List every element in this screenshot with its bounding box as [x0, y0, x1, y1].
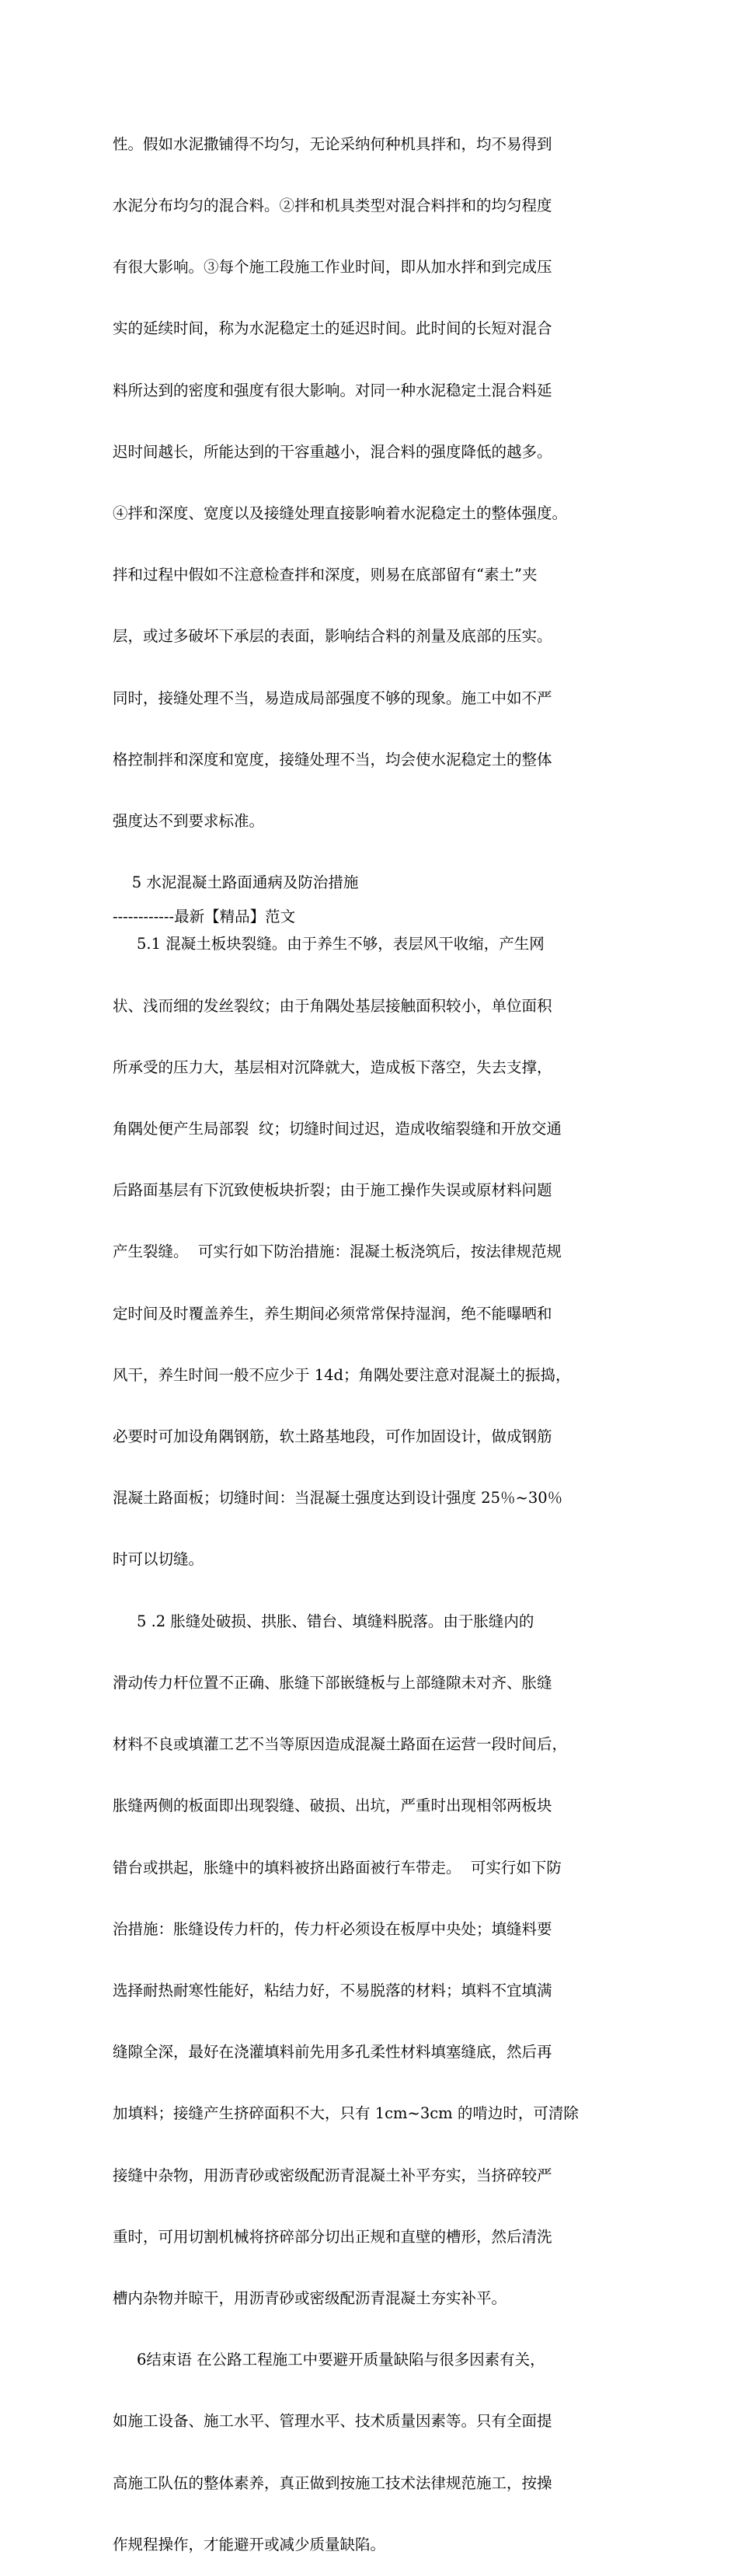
text-line: 加填料；接缝产生挤碎面积不大，只有 1cm~3cm 的啃边时，可清除 [113, 2104, 579, 2123]
text-line: 角隅处便产生局部裂 纹；切缝时间过迟，造成收缩裂缝和开放交通 [113, 1120, 562, 1138]
text-line: 错台或拱起，胀缝中的填料被挤出路面被行车带走。 可实行如下防 [113, 1858, 562, 1877]
text-line: 治措施：胀缝设传力杆的，传力杆必须设在板厚中央处；填缝料要 [113, 1919, 552, 1938]
section-heading: 5 水泥混凝土路面通病及防治措施 [113, 873, 359, 892]
text-line: 作规程操作，才能避开或减少质量缺陷。 [113, 2535, 386, 2553]
text-line: 定时间及时覆盖养生，养生期间必须常常保持湿润，绝不能曝晒和 [113, 1304, 552, 1323]
text-line: 性。假如水泥撒铺得不均匀，无论采纳何种机具拌和，均不易得到 [113, 134, 552, 153]
footer-label: ------------最新【精品】范文 [113, 908, 296, 925]
text-line: 时可以切缝。 [113, 1550, 204, 1569]
text-line: 层，或过多破坏下承层的表面，影响结合料的剂量及底部的压实。 [113, 627, 552, 646]
text-line: 所承受的压力大，基层相对沉降就大，造成板下落空，失去支撑， [113, 1058, 552, 1076]
text-line: 混凝土路面板；切缝时间：当混凝土强度达到设计强度 25％~30％ [113, 1489, 563, 1508]
text-line: ④拌和深度、宽度以及接缝处理直接影响着水泥稳定土的整体强度。 [113, 504, 568, 523]
text-line: 高施工队伍的整体素养，真正做到按施工技术法律规范施工，按操 [113, 2473, 552, 2492]
text-line: 槽内杂物并晾干，用沥青砂或密级配沥青混凝土夯实补平。 [113, 2288, 507, 2307]
text-line: 料所达到的密度和强度有很大影响。对同一种水泥稳定土混合料延 [113, 381, 552, 399]
text-line: 产生裂缝。 可实行如下防治措施：混凝土板浇筑后，按法律规范规 [113, 1243, 562, 1261]
text-line: 选择耐热耐寒性能好，粘结力好，不易脱落的材料；填料不宜填满 [113, 1981, 552, 1999]
text-line: 状、浅而细的发丝裂纹；由于角隅处基层接触面积较小，单位面积 [113, 996, 552, 1015]
text-line: 迟时间越长，所能达到的干容重越小，混合料的强度降低的越多。 [113, 442, 552, 461]
text-line: 格控制拌和深度和宽度，接缝处理不当，均会使水泥稳定土的整体 [113, 750, 552, 769]
text-line: 5 .2 胀缝处破损、拱胀、错台、填缝料脱落。由于胀缝内的 [113, 1612, 534, 1630]
text-line: 拌和过程中假如不注意检查拌和深度，则易在底部留有“素土”夹 [113, 566, 538, 584]
text-line: 胀缝两侧的板面即出现裂缝、破损、出坑，严重时出现相邻两板块 [113, 1797, 552, 1815]
text-line: 如施工设备、施工水平、管理水平、技术质量因素等。只有全面提 [113, 2412, 552, 2431]
text-line: 同时，接缝处理不当，易造成局部强度不够的现象。施工中如不严 [113, 688, 552, 707]
text-line: 实的延续时间，称为水泥稳定土的延迟时间。此时间的长短对混合 [113, 319, 552, 338]
text-line: 6结束语 在公路工程施工中要避开质量缺陷与很多因素有关， [113, 2351, 545, 2369]
text-line: 水泥分布均匀的混合料。②拌和机具类型对混合料拌和的均匀程度 [113, 197, 552, 215]
text-line: 风干，养生时间一般不应少于 14d；角隅处要注意对混凝土的振捣， [113, 1365, 571, 1384]
text-line: 重时，可用切割机械将挤碎部分切出正规和直壁的槽形，然后清洗 [113, 2227, 552, 2246]
text-line: 缝隙全深，最好在浇灌填料前先用多孔柔性材料填塞缝底，然后再 [113, 2043, 552, 2062]
text-line: 必要时可加设角隅钢筋，软土路基地段，可作加固设计，做成钢筋 [113, 1427, 552, 1446]
text-line: 有很大影响。③每个施工段施工作业时间，即从加水拌和到完成压 [113, 258, 552, 277]
text-line: 强度达不到要求标准。 [113, 812, 265, 831]
text-line: 接缝中杂物，用沥青砂或密级配沥青混凝土补平夯实，当挤碎较严 [113, 2166, 552, 2184]
document-body [113, 93, 625, 2576]
text-line: 后路面基层有下沉致使板块折裂；由于施工操作失误或原材料问题 [113, 1181, 552, 1200]
text-line: 5.1 混凝土板块裂缝。由于养生不够，表层风干收缩，产生网 [113, 935, 545, 953]
text-line: 材料不良或填灌工艺不当等原因造成混凝土路面在运营一段时间后， [113, 1735, 568, 1754]
text-line: 滑动传力杆位置不正确、胀缝下部嵌缝板与上部缝隙未对齐、胀缝 [113, 1673, 552, 1692]
